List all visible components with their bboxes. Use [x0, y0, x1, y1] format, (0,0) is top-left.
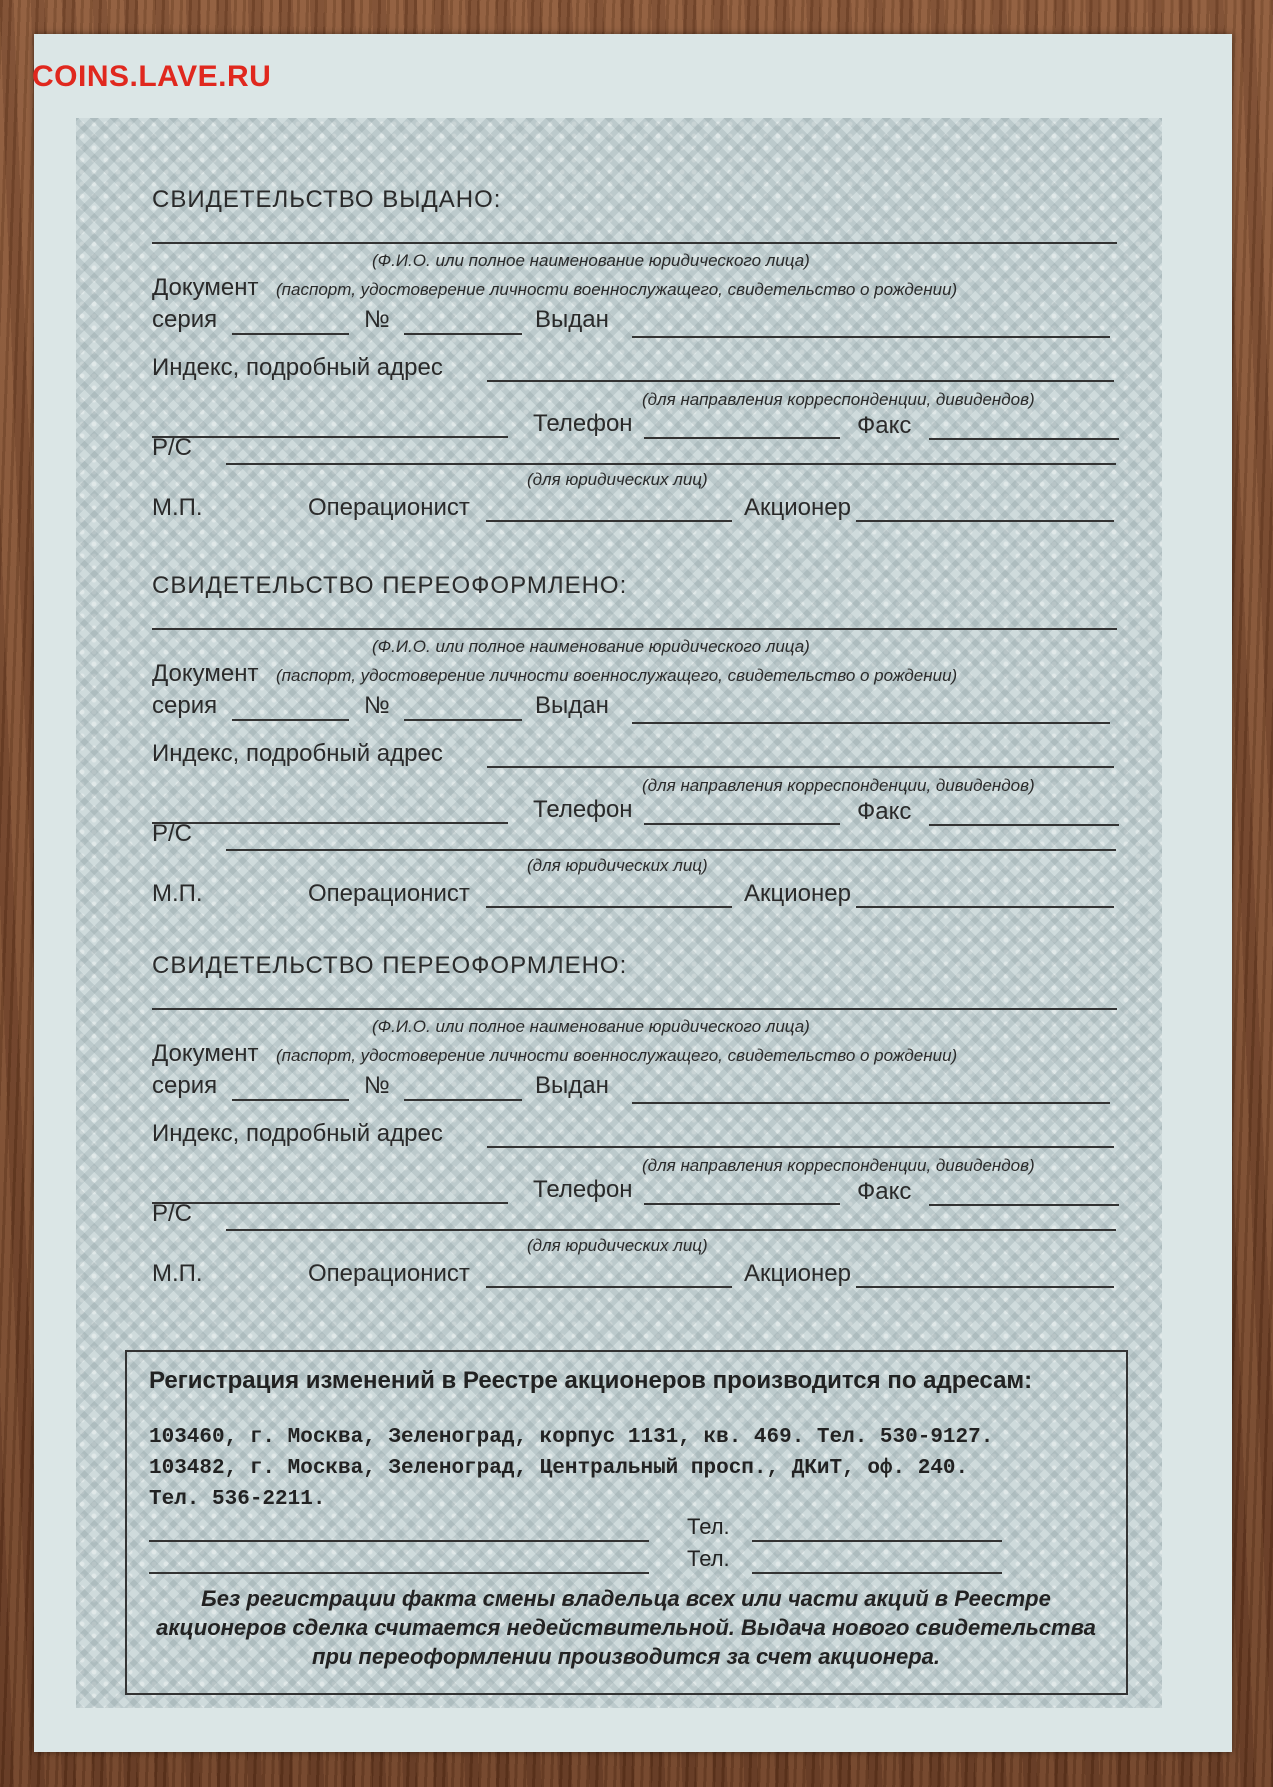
phone-label: Телефон: [533, 1176, 633, 1203]
number-line: [404, 1099, 522, 1101]
phone-label: Телефон: [533, 796, 633, 823]
section-heading: СВИДЕТЕЛЬСТВО ПЕРЕОФОРМЛЕНО:: [152, 572, 628, 599]
operator-label: Операционист: [308, 1260, 470, 1287]
account-label: Р/С: [152, 1200, 193, 1227]
fax-label: Факс: [857, 1178, 912, 1205]
name-note: (Ф.И.О. или полное наименование юридического лица): [372, 251, 810, 270]
series-line: [232, 1099, 349, 1101]
operator-label: Операционист: [308, 494, 470, 521]
document-note: (паспорт, удостоверение личности военнослужащего, свидетельство о рождении): [276, 666, 958, 685]
tel-label: Тел.: [687, 1546, 730, 1571]
operator-line: [486, 1286, 732, 1288]
account-line: [226, 463, 1116, 465]
operator-label: Операционист: [308, 880, 470, 907]
operator-line: [486, 520, 732, 522]
issued-line: [632, 1102, 1110, 1104]
number-line: [404, 333, 522, 335]
document-label: Документ: [152, 660, 259, 687]
address-note: (для направления корреспонденции, дивидендов): [642, 1156, 1035, 1175]
blank-line: [752, 1572, 1002, 1574]
issued-label: Выдан: [535, 692, 609, 719]
issued-line: [632, 336, 1110, 338]
series-label: серия: [152, 692, 218, 719]
registration-info-box: [125, 1350, 1128, 1695]
document-label: Документ: [152, 1040, 259, 1067]
address-line: Тел. 536-2211.: [149, 1488, 326, 1511]
shareholder-line: [856, 1286, 1114, 1288]
fax-line: [929, 824, 1119, 826]
name-note: (Ф.И.О. или полное наименование юридического лица): [372, 637, 810, 656]
issued-label: Выдан: [535, 306, 609, 333]
address-line: [487, 380, 1114, 382]
address-label: Индекс, подробный адрес: [152, 354, 443, 381]
stamp-label: М.П.: [152, 494, 203, 521]
series-line: [232, 719, 349, 721]
shareholder-label: Акционер: [744, 880, 851, 907]
account-label: Р/С: [152, 434, 193, 461]
shareholder-label: Акционер: [744, 1260, 851, 1287]
name-line: [152, 628, 1117, 630]
address-line: 103482, г. Москва, Зеленоград, Центральный просп., ДКиТ, оф. 240.: [149, 1457, 969, 1480]
stamp-label: М.П.: [152, 880, 203, 907]
blank-line: [752, 1540, 1002, 1542]
blank-line: [149, 1540, 649, 1542]
footnote: Без регистрации факта смены владельца всех или части акций в Реестре акционеров сделка считается недействительной. Выдача нового свидетельства при переоформлении производится за счет акционера.: [156, 1586, 1096, 1669]
name-note: (Ф.И.О. или полное наименование юридического лица): [372, 1017, 810, 1036]
watermark: COINS.LAVE.RU: [32, 60, 272, 93]
address-line-2: [152, 436, 508, 438]
tel-label: Тел.: [687, 1514, 730, 1539]
fax-label: Факс: [857, 798, 912, 825]
blank-line: [149, 1572, 649, 1574]
stamp-label: М.П.: [152, 1260, 203, 1287]
account-note: (для юридических лиц): [527, 1236, 708, 1255]
phone-label: Телефон: [533, 410, 633, 437]
issued-line: [632, 722, 1110, 724]
phone-line: [644, 437, 840, 439]
section-heading: СВИДЕТЕЛЬСТВО ВЫДАНО:: [152, 186, 502, 213]
box-title: Регистрация изменений в Реестре акционеров производится по адресам:: [149, 1367, 1033, 1394]
document-note: (паспорт, удостоверение личности военнослужащего, свидетельство о рождении): [276, 280, 958, 299]
document-note: (паспорт, удостоверение личности военнослужащего, свидетельство о рождении): [276, 1046, 958, 1065]
address-line-2: [152, 1202, 508, 1204]
address-line: 103460, г. Москва, Зеленоград, корпус 1131, кв. 469. Тел. 530-9127.: [149, 1426, 994, 1449]
address-line: [487, 1146, 1114, 1148]
form-section: [152, 526, 1120, 906]
section-heading: СВИДЕТЕЛЬСТВО ПЕРЕОФОРМЛЕНО:: [152, 952, 628, 979]
address-line: [487, 766, 1114, 768]
address-note: (для направления корреспонденции, дивидендов): [642, 776, 1035, 795]
shareholder-label: Акционер: [744, 494, 851, 521]
account-note: (для юридических лиц): [527, 470, 708, 489]
series-label: серия: [152, 1072, 218, 1099]
address-label: Индекс, подробный адрес: [152, 740, 443, 767]
series-line: [232, 333, 349, 335]
document-label: Документ: [152, 274, 259, 301]
address-label: Индекс, подробный адрес: [152, 1120, 443, 1147]
fax-line: [929, 1204, 1119, 1206]
fax-label: Факс: [857, 412, 912, 439]
fax-line: [929, 438, 1119, 440]
number-label: №: [364, 306, 390, 333]
form-section: [152, 906, 1120, 1286]
account-label: Р/С: [152, 820, 193, 847]
name-line: [152, 242, 1117, 244]
shareholder-line: [856, 520, 1114, 522]
account-line: [226, 849, 1116, 851]
number-line: [404, 719, 522, 721]
address-line-2: [152, 822, 508, 824]
name-line: [152, 1008, 1117, 1010]
phone-line: [644, 1203, 840, 1205]
number-label: №: [364, 692, 390, 719]
account-note: (для юридических лиц): [527, 856, 708, 875]
number-label: №: [364, 1072, 390, 1099]
address-note: (для направления корреспонденции, дивидендов): [642, 390, 1035, 409]
form-section: [152, 140, 1120, 520]
account-line: [226, 1229, 1116, 1231]
series-label: серия: [152, 306, 218, 333]
phone-line: [644, 823, 840, 825]
issued-label: Выдан: [535, 1072, 609, 1099]
